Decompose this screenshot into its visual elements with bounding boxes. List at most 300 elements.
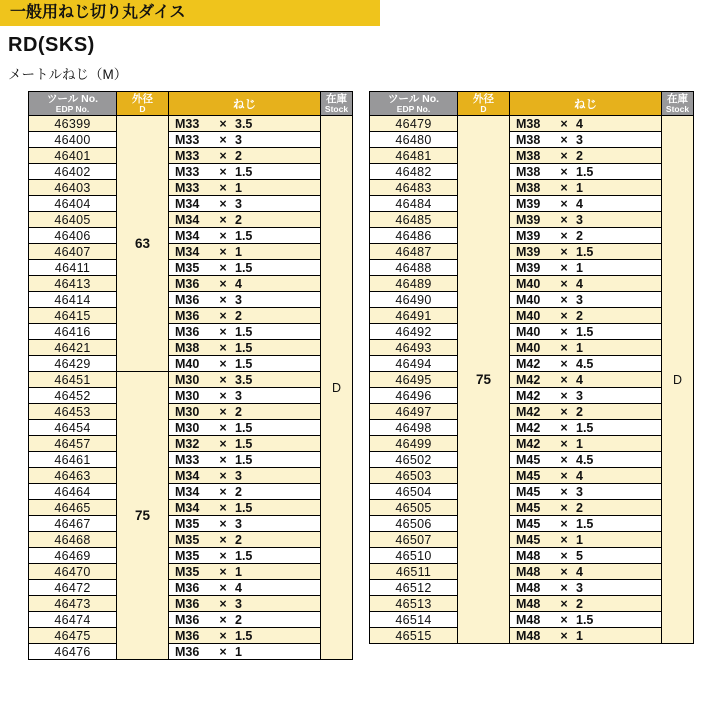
- table-row: [370, 180, 694, 196]
- thread-size: M36: [175, 612, 200, 627]
- thread-header: ねじ: [510, 92, 662, 116]
- table-row: [29, 324, 353, 340]
- thread-pitch: 2: [576, 404, 583, 419]
- thread-pitch: 1.5: [576, 164, 594, 179]
- edp-no-cell: 46463: [29, 468, 117, 484]
- thread-size: M38: [516, 148, 541, 163]
- thread-pitch: 1.5: [235, 436, 253, 451]
- multiply-sign: ×: [219, 580, 227, 595]
- thread-size: M38: [516, 180, 541, 195]
- multiply-sign: ×: [560, 244, 568, 259]
- edp-no-cell: 46490: [370, 292, 458, 308]
- multiply-sign: ×: [560, 340, 568, 355]
- thread-pitch: 3.5: [235, 116, 253, 131]
- thread-cell: [169, 484, 321, 500]
- thread-pitch: 2: [576, 500, 583, 515]
- thread-cell: [169, 180, 321, 196]
- table-row: [29, 276, 353, 292]
- thread-pitch: 1: [576, 340, 583, 355]
- table-row: [29, 228, 353, 244]
- table-row: [29, 180, 353, 196]
- multiply-sign: ×: [560, 612, 568, 627]
- edp-no-cell: 46494: [370, 356, 458, 372]
- spec-tables: [28, 91, 720, 660]
- thread-size: M34: [175, 500, 200, 515]
- thread-size: M45: [516, 516, 541, 531]
- edp-no-cell: 46476: [29, 644, 117, 660]
- multiply-sign: ×: [219, 132, 227, 147]
- edp-no-cell: 46487: [370, 244, 458, 260]
- thread-size: M40: [516, 308, 541, 323]
- thread-size: M38: [516, 132, 541, 147]
- multiply-sign: ×: [560, 452, 568, 467]
- thread-size: M39: [516, 260, 541, 275]
- multiply-sign: ×: [219, 164, 227, 179]
- table-row: [370, 212, 694, 228]
- thread-pitch: 3: [576, 132, 583, 147]
- table-row: [29, 484, 353, 500]
- edp-no-cell: 46479: [370, 116, 458, 132]
- edp-no-cell: 46512: [370, 580, 458, 596]
- thread-cell: [169, 564, 321, 580]
- thread-cell: [169, 548, 321, 564]
- edp-no-cell: 46489: [370, 276, 458, 292]
- thread-pitch: 4: [576, 564, 583, 579]
- multiply-sign: ×: [560, 164, 568, 179]
- multiply-sign: ×: [219, 628, 227, 643]
- table-row: [370, 116, 694, 132]
- thread-pitch: 3: [235, 132, 242, 147]
- multiply-sign: ×: [219, 612, 227, 627]
- edp-no-cell: 46454: [29, 420, 117, 436]
- thread-cell: [510, 468, 662, 484]
- table-row: [29, 372, 353, 388]
- thread-cell: [169, 404, 321, 420]
- table-row: [370, 468, 694, 484]
- multiply-sign: ×: [219, 452, 227, 467]
- thread-size: M39: [516, 228, 541, 243]
- thread-pitch: 1.5: [576, 420, 594, 435]
- edp-no-cell: 46452: [29, 388, 117, 404]
- edp-no-cell: 46493: [370, 340, 458, 356]
- thread-pitch: 1.5: [235, 548, 253, 563]
- table-row: [29, 196, 353, 212]
- thread-size: M36: [175, 596, 200, 611]
- thread-pitch: 3: [576, 580, 583, 595]
- table-row: [29, 116, 353, 132]
- thread-pitch: 2: [576, 596, 583, 611]
- edp-no-cell: 46492: [370, 324, 458, 340]
- thread-size: M36: [175, 276, 200, 291]
- table-row: [29, 132, 353, 148]
- table-row: [29, 596, 353, 612]
- thread-pitch: 5: [576, 548, 583, 563]
- multiply-sign: ×: [560, 372, 568, 387]
- multiply-sign: ×: [560, 484, 568, 499]
- outer-diameter-cell: 75: [458, 116, 510, 644]
- thread-cell: [169, 468, 321, 484]
- thread-cell: [169, 324, 321, 340]
- thread-size: M36: [175, 292, 200, 307]
- category-banner: 一般用ねじ切り丸ダイス: [0, 0, 380, 26]
- tool-no-header: ツール No. EDP No.: [370, 92, 458, 116]
- edp-no-cell: 46486: [370, 228, 458, 244]
- multiply-sign: ×: [560, 132, 568, 147]
- thread-size: M40: [516, 324, 541, 339]
- edp-no-cell: 46513: [370, 596, 458, 612]
- thread-size: M45: [516, 468, 541, 483]
- edp-no-cell: 46480: [370, 132, 458, 148]
- thread-pitch: 1.5: [576, 612, 594, 627]
- thread-pitch: 2: [235, 308, 242, 323]
- table-row: [370, 164, 694, 180]
- thread-cell: [510, 596, 662, 612]
- thread-size: M33: [175, 132, 200, 147]
- edp-no-cell: 46488: [370, 260, 458, 276]
- multiply-sign: ×: [560, 436, 568, 451]
- edp-no-cell: 46406: [29, 228, 117, 244]
- header-row: [370, 92, 694, 116]
- thread-pitch: 1.5: [235, 420, 253, 435]
- thread-cell: [510, 388, 662, 404]
- edp-no-cell: 46403: [29, 180, 117, 196]
- edp-no-cell: 46457: [29, 436, 117, 452]
- thread-cell: [510, 500, 662, 516]
- outer-diameter-cell: 63: [117, 116, 169, 372]
- thread-cell: [169, 116, 321, 132]
- multiply-sign: ×: [219, 532, 227, 547]
- table-row: [29, 308, 353, 324]
- thread-size: M48: [516, 580, 541, 595]
- edp-no-cell: 46453: [29, 404, 117, 420]
- table-row: [29, 292, 353, 308]
- multiply-sign: ×: [219, 404, 227, 419]
- thread-cell: [169, 356, 321, 372]
- thread-size: M35: [175, 564, 200, 579]
- thread-pitch: 1.5: [235, 340, 253, 355]
- table-row: [370, 356, 694, 372]
- thread-pitch: 1.5: [235, 260, 253, 275]
- edp-no-cell: 46475: [29, 628, 117, 644]
- thread-size: M39: [516, 212, 541, 227]
- multiply-sign: ×: [219, 212, 227, 227]
- thread-cell: [169, 644, 321, 660]
- table-row: [29, 452, 353, 468]
- table-row: [370, 612, 694, 628]
- edp-no-cell: 46467: [29, 516, 117, 532]
- thread-cell: [169, 276, 321, 292]
- table-row: [370, 372, 694, 388]
- thread-cell: [169, 212, 321, 228]
- thread-pitch: 4: [576, 116, 583, 131]
- thread-cell: [510, 308, 662, 324]
- table-row: [370, 404, 694, 420]
- multiply-sign: ×: [560, 356, 568, 371]
- thread-cell: [169, 580, 321, 596]
- edp-no-cell: 46464: [29, 484, 117, 500]
- table-row: [29, 468, 353, 484]
- thread-pitch: 3: [235, 388, 242, 403]
- thread-cell: [169, 132, 321, 148]
- thread-cell: [169, 612, 321, 628]
- thread-size: M42: [516, 356, 541, 371]
- table-row: [370, 548, 694, 564]
- edp-no-cell: 46470: [29, 564, 117, 580]
- multiply-sign: ×: [219, 420, 227, 435]
- multiply-sign: ×: [560, 468, 568, 483]
- thread-pitch: 3: [576, 388, 583, 403]
- thread-cell: [169, 340, 321, 356]
- thread-pitch: 1: [576, 436, 583, 451]
- thread-cell: [169, 196, 321, 212]
- spec-table-left: [28, 91, 353, 660]
- thread-pitch: 2: [576, 148, 583, 163]
- thread-pitch: 2: [235, 404, 242, 419]
- multiply-sign: ×: [219, 468, 227, 483]
- stock-header: 在庫 Stock: [662, 92, 694, 116]
- edp-no-cell: 46414: [29, 292, 117, 308]
- edp-no-cell: 46481: [370, 148, 458, 164]
- table-row: [29, 340, 353, 356]
- thread-size: M42: [516, 388, 541, 403]
- table-row: [370, 420, 694, 436]
- thread-size: M35: [175, 548, 200, 563]
- edp-no-cell: 46473: [29, 596, 117, 612]
- multiply-sign: ×: [560, 324, 568, 339]
- thread-pitch: 3: [235, 468, 242, 483]
- thread-cell: [510, 484, 662, 500]
- multiply-sign: ×: [560, 532, 568, 547]
- thread-size: M48: [516, 628, 541, 643]
- thread-pitch: 1: [235, 244, 242, 259]
- edp-no-cell: 46504: [370, 484, 458, 500]
- multiply-sign: ×: [219, 484, 227, 499]
- thread-cell: [510, 164, 662, 180]
- table-row: [370, 596, 694, 612]
- edp-no-cell: 46469: [29, 548, 117, 564]
- table-row: [370, 308, 694, 324]
- edp-no-cell: 46496: [370, 388, 458, 404]
- edp-no-cell: 46514: [370, 612, 458, 628]
- thread-size: M30: [175, 372, 200, 387]
- thread-size: M48: [516, 596, 541, 611]
- thread-cell: [510, 452, 662, 468]
- multiply-sign: ×: [219, 596, 227, 611]
- thread-cell: [169, 164, 321, 180]
- thread-cell: [169, 500, 321, 516]
- edp-no-cell: 46421: [29, 340, 117, 356]
- multiply-sign: ×: [219, 356, 227, 371]
- thread-size: M38: [175, 340, 200, 355]
- thread-cell: [169, 244, 321, 260]
- multiply-sign: ×: [560, 116, 568, 131]
- multiply-sign: ×: [560, 228, 568, 243]
- thread-size: M34: [175, 484, 200, 499]
- multiply-sign: ×: [219, 340, 227, 355]
- edp-no-cell: 46402: [29, 164, 117, 180]
- edp-no-cell: 46415: [29, 308, 117, 324]
- table-row: [370, 484, 694, 500]
- thread-size: M45: [516, 484, 541, 499]
- table-row: [29, 260, 353, 276]
- outer-diameter-header: 外径 D: [458, 92, 510, 116]
- thread-pitch: 4: [576, 196, 583, 211]
- table-row: [370, 628, 694, 644]
- thread-cell: [169, 628, 321, 644]
- multiply-sign: ×: [219, 388, 227, 403]
- table-row: [29, 388, 353, 404]
- thread-pitch: 4: [235, 580, 242, 595]
- stock-cell: D: [321, 116, 353, 660]
- edp-no-cell: 46485: [370, 212, 458, 228]
- header-row: [29, 92, 353, 116]
- thread-size: M45: [516, 452, 541, 467]
- thread-pitch: 1: [576, 180, 583, 195]
- table-row: [29, 548, 353, 564]
- thread-size: M34: [175, 244, 200, 259]
- table-row: [370, 196, 694, 212]
- thread-cell: [510, 340, 662, 356]
- table-row: [29, 244, 353, 260]
- edp-no-cell: 46491: [370, 308, 458, 324]
- table-row: [29, 148, 353, 164]
- thread-size: M40: [175, 356, 200, 371]
- thread-size: M40: [516, 292, 541, 307]
- thread-pitch: 4: [235, 276, 242, 291]
- thread-pitch: 1.5: [235, 452, 253, 467]
- edp-no-cell: 46495: [370, 372, 458, 388]
- multiply-sign: ×: [560, 148, 568, 163]
- thread-size: M36: [175, 644, 200, 659]
- multiply-sign: ×: [219, 116, 227, 131]
- edp-no-cell: 46498: [370, 420, 458, 436]
- thread-cell: [510, 420, 662, 436]
- thread-cell: [169, 308, 321, 324]
- table-row: [370, 532, 694, 548]
- edp-no-cell: 46510: [370, 548, 458, 564]
- edp-no-cell: 46468: [29, 532, 117, 548]
- multiply-sign: ×: [560, 516, 568, 531]
- thread-cell: [510, 436, 662, 452]
- edp-no-cell: 46515: [370, 628, 458, 644]
- multiply-sign: ×: [560, 276, 568, 291]
- thread-pitch: 4.5: [576, 356, 594, 371]
- edp-no-cell: 46502: [370, 452, 458, 468]
- edp-no-cell: 46399: [29, 116, 117, 132]
- table-row: [370, 340, 694, 356]
- edp-no-cell: 46405: [29, 212, 117, 228]
- multiply-sign: ×: [219, 564, 227, 579]
- multiply-sign: ×: [560, 420, 568, 435]
- thread-pitch: 1: [576, 628, 583, 643]
- thread-size: M45: [516, 500, 541, 515]
- table-row: [29, 212, 353, 228]
- thread-size: M42: [516, 404, 541, 419]
- table-row: [29, 628, 353, 644]
- table-row: [29, 420, 353, 436]
- multiply-sign: ×: [219, 372, 227, 387]
- thread-pitch: 4.5: [576, 452, 594, 467]
- thread-size: M33: [175, 148, 200, 163]
- multiply-sign: ×: [560, 180, 568, 195]
- multiply-sign: ×: [560, 308, 568, 323]
- edp-no-cell: 46507: [370, 532, 458, 548]
- thread-cell: [510, 548, 662, 564]
- thread-size: M38: [516, 164, 541, 179]
- thread-pitch: 1: [235, 180, 242, 195]
- thread-pitch: 1.5: [235, 324, 253, 339]
- multiply-sign: ×: [560, 292, 568, 307]
- table-row: [29, 564, 353, 580]
- multiply-sign: ×: [219, 308, 227, 323]
- thread-size: M39: [516, 196, 541, 211]
- edp-no-cell: 46451: [29, 372, 117, 388]
- multiply-sign: ×: [560, 500, 568, 515]
- table-row: [370, 388, 694, 404]
- table-row: [29, 500, 353, 516]
- thread-cell: [510, 372, 662, 388]
- thread-size: M33: [175, 452, 200, 467]
- stock-cell: D: [662, 116, 694, 644]
- thread-cell: [169, 420, 321, 436]
- edp-no-cell: 46503: [370, 468, 458, 484]
- multiply-sign: ×: [560, 564, 568, 579]
- thread-size: M42: [516, 372, 541, 387]
- edp-no-cell: 46472: [29, 580, 117, 596]
- thread-pitch: 2: [576, 228, 583, 243]
- thread-cell: [169, 436, 321, 452]
- thread-size: M48: [516, 548, 541, 563]
- table-row: [370, 500, 694, 516]
- multiply-sign: ×: [219, 244, 227, 259]
- thread-size: M36: [175, 628, 200, 643]
- multiply-sign: ×: [560, 404, 568, 419]
- thread-cell: [510, 196, 662, 212]
- multiply-sign: ×: [219, 548, 227, 563]
- edp-no-cell: 46497: [370, 404, 458, 420]
- thread-size: M40: [516, 276, 541, 291]
- thread-pitch: 1.5: [235, 228, 253, 243]
- thread-cell: [169, 532, 321, 548]
- thread-pitch: 3: [235, 292, 242, 307]
- multiply-sign: ×: [560, 596, 568, 611]
- thread-size: M42: [516, 436, 541, 451]
- multiply-sign: ×: [560, 580, 568, 595]
- thread-size: M35: [175, 532, 200, 547]
- edp-no-cell: 46482: [370, 164, 458, 180]
- thread-cell: [510, 580, 662, 596]
- multiply-sign: ×: [219, 436, 227, 451]
- thread-pitch: 1.5: [576, 324, 594, 339]
- multiply-sign: ×: [560, 548, 568, 563]
- table-row: [29, 516, 353, 532]
- edp-no-cell: 46484: [370, 196, 458, 212]
- multiply-sign: ×: [560, 388, 568, 403]
- edp-no-cell: 46506: [370, 516, 458, 532]
- thread-size: M30: [175, 388, 200, 403]
- thread-cell: [169, 148, 321, 164]
- thread-cell: [169, 596, 321, 612]
- outer-diameter-header: 外径 D: [117, 92, 169, 116]
- edp-no-cell: 46483: [370, 180, 458, 196]
- table-row: [370, 324, 694, 340]
- thread-size: M45: [516, 532, 541, 547]
- thread-pitch: 1.5: [576, 516, 594, 531]
- edp-no-cell: 46416: [29, 324, 117, 340]
- thread-size: M48: [516, 564, 541, 579]
- thread-pitch: 4: [576, 276, 583, 291]
- thread-pitch: 2: [235, 612, 242, 627]
